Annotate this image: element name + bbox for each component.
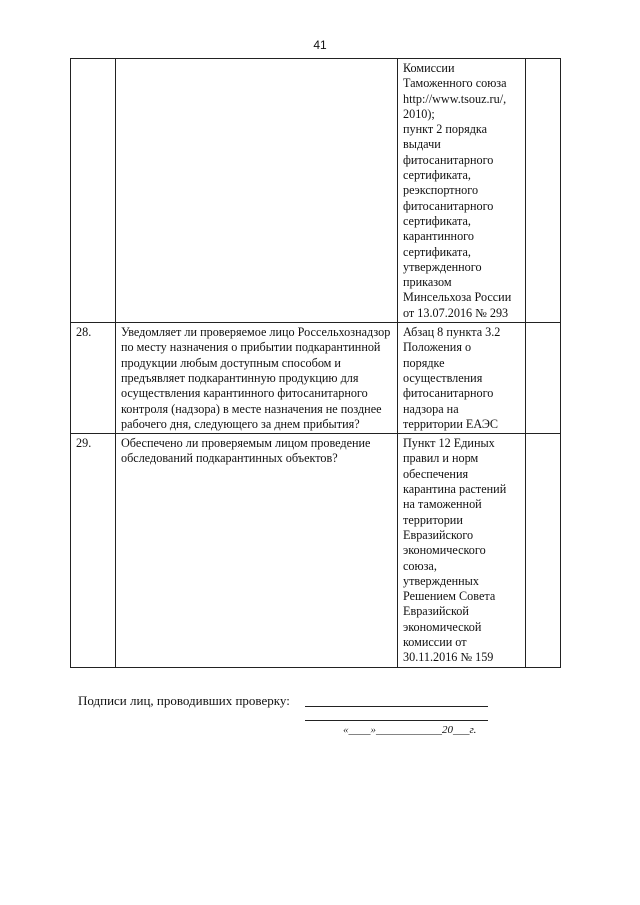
row-question: Обеспечено ли проверяемым лицом проведение обследований подкарантинных объектов? [116,434,398,667]
row-answer-cell [526,59,561,323]
signature-label: Подписи лиц, проводивших проверку: [78,693,290,708]
row-legal-reference: Абзац 8 пункта 3.2 Положения о порядке осуществления фитосанитарного надзора на территории ЕАЭС [398,323,526,434]
row-number [71,59,116,323]
table-row [71,323,561,434]
row-answer-cell [526,323,561,434]
table-row [71,59,561,323]
signature-date: «____»____________20___г. [343,724,477,736]
signature-line [305,720,488,721]
row-question: Уведомляет ли проверяемое лицо Россельхознадзор по месту назначения о прибытии подкарантинной продукции любым доступным способом и предъявляет подкарантинную продукцию для осуществления карантинного фитосанитарного контроля (надзора) в месте назначения не позднее рабочего дня, следующего за днем прибытия? [116,323,398,434]
table-row [71,434,561,667]
checklist-table [70,58,561,668]
row-number: 28. [71,323,116,434]
row-legal-reference: Пункт 12 Единых правил и норм обеспечения карантина растений на таможенной территории Евразийского экономического союза, утвержденных Решением Совета Евразийской экономической комиссии от 30.11.2016 № 159 [398,434,526,667]
signature-line [305,706,488,707]
page-number: 41 [313,38,327,52]
row-legal-reference: Комиссии Таможенного союза http://www.tsouz.ru/, 2010); пункт 2 порядка выдачи фитосанитарного сертификата, реэкспортного фитосанитарного сертификата, карантинного сертификата, утвержденного приказом Минсельхоза России от 13.07.2016 № 293 [398,59,526,323]
row-answer-cell [526,434,561,667]
row-number: 29. [71,434,116,667]
row-question [116,59,398,323]
